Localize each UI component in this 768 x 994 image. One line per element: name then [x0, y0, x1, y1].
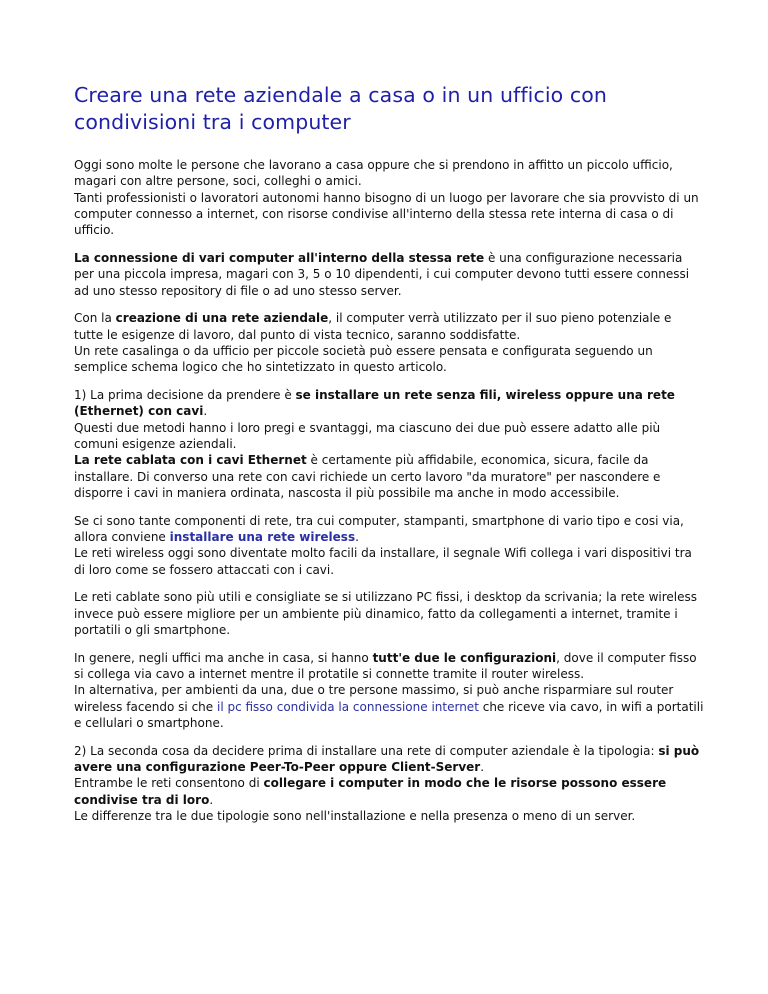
- text: Questi due metodi hanno i loro pregi e svantaggi, ma ciascuno dei due può essere adatto alle più comuni esigenze aziendali.: [74, 420, 661, 451]
- text: Oggi sono molte le persone che lavorano a casa oppure che si prendono in affitto un piccolo ufficio, magari con altre persone, soci, colleghi o amici.: [74, 158, 673, 189]
- bold-text: collegare i computer in modo che le risorse possono essere condivise tra di loro: [74, 776, 667, 807]
- article: [74, 82, 704, 836]
- text: Con la: [74, 311, 116, 326]
- text: 1) La prima decisione da prendere è: [74, 388, 296, 403]
- paragraph-creation: [74, 310, 704, 375]
- paragraph-connection: [74, 250, 704, 299]
- bold-text: tutt'e due le configurazioni: [372, 650, 557, 665]
- paragraph-wired-vs-wireless: [74, 387, 704, 501]
- text: 2) La seconda cosa da decidere prima di installare una rete di computer aziendale è la tipologia:: [74, 743, 659, 758]
- paragraph-intro: [74, 157, 704, 238]
- text: è una configurazione necessaria per una piccola impresa, magari con 3, 5 o 10 dipendenti, i cui computer devono tutti essere connessi ad uno stesso repository di file o ad uno stesso server.: [74, 250, 690, 298]
- text: Tanti professionisti o lavoratori autonomi hanno bisogno di un luogo per lavorare che sia provvisto di un computer connesso a internet, con risorse condivise all'interno della stessa rete interna di casa o di ufficio.: [74, 190, 699, 238]
- text: In alternativa, per ambienti da una, due o tre persone massimo, si può anche risparmiare sul router wireless facendo si che: [74, 683, 674, 714]
- text: che riceve via cavo, in wifi a portatili e cellulari o smartphone.: [74, 699, 704, 730]
- link-install-wireless[interactable]: installare una rete wireless: [169, 529, 356, 544]
- bold-text: creazione di una rete aziendale: [115, 311, 329, 326]
- text: Le differenze tra le due tipologie sono nell'installazione e nella presenza o meno di un server.: [74, 808, 636, 823]
- text: In genere, negli uffici ma anche in casa, si hanno: [74, 650, 373, 665]
- bold-text: se installare un rete senza fili, wireless oppure una rete (Ethernet) con cavi: [74, 388, 675, 419]
- bold-text: La connessione di vari computer all'interno della stessa rete: [74, 250, 485, 265]
- text: .: [355, 529, 359, 544]
- text: Un rete casalinga o da ufficio per piccole società può essere pensata e configurata seguendo un semplice schema logico che ho sintetizzato in questo articolo.: [74, 343, 653, 375]
- bold-text: La rete cablata con i cavi Ethernet: [74, 453, 307, 468]
- text: Se ci sono tante componenti di rete, tra cui computer, stampanti, smartphone di vario tipo e cosi via, allora conviene: [74, 513, 684, 544]
- text: Entrambe le reti consentono di: [74, 776, 264, 791]
- text: , il computer verrà utilizzato per il suo pieno potenziale e tutte le esigenze di lavoro, dal punto di vista tecnico, saranno soddisfatte.: [74, 311, 672, 342]
- text: .: [209, 792, 214, 807]
- paragraph-topology: [74, 743, 704, 824]
- text: Le reti cablate sono più utili e consigliate se si utilizzano PC fissi, i desktop da scrivania; la rete wireless invece può essere migliore per un ambiente più dinamico, fatto da collegamenti a internet, tramite i portatili o gli smartphone.: [74, 590, 698, 637]
- paragraph-wireless: [74, 513, 704, 578]
- text: , dove il computer fisso si collega via cavo a internet mentre il protatile si connette tramite il router wireless.: [74, 650, 697, 682]
- text: .: [480, 760, 485, 774]
- text: è certamente più affidabile, economica, sicura, facile da installare. Di converso una rete con cavi richiede un certo lavoro "da muratore" per nascondere e disporre i cavi in maniera ordinata, nascosta il più possibile ma anche in modo accessibile.: [74, 453, 661, 500]
- bold-text: si può avere una configurazione Peer-To-Peer oppure Client-Server: [74, 743, 700, 774]
- text: .: [203, 404, 208, 419]
- text: Le reti wireless oggi sono diventate molto facili da installare, il segnale Wifi collega i vari dispositivi tra di loro come se fossero attaccati con i cavi.: [74, 546, 692, 577]
- paragraph-wired-usage: [74, 589, 704, 638]
- page-title: Creare una rete aziendale a casa o in un ufficio con condivisioni tra i computer: [74, 83, 608, 134]
- paragraph-both-configs: [74, 650, 704, 731]
- link-share-connection[interactable]: il pc fisso condivida la connessione internet: [216, 699, 479, 714]
